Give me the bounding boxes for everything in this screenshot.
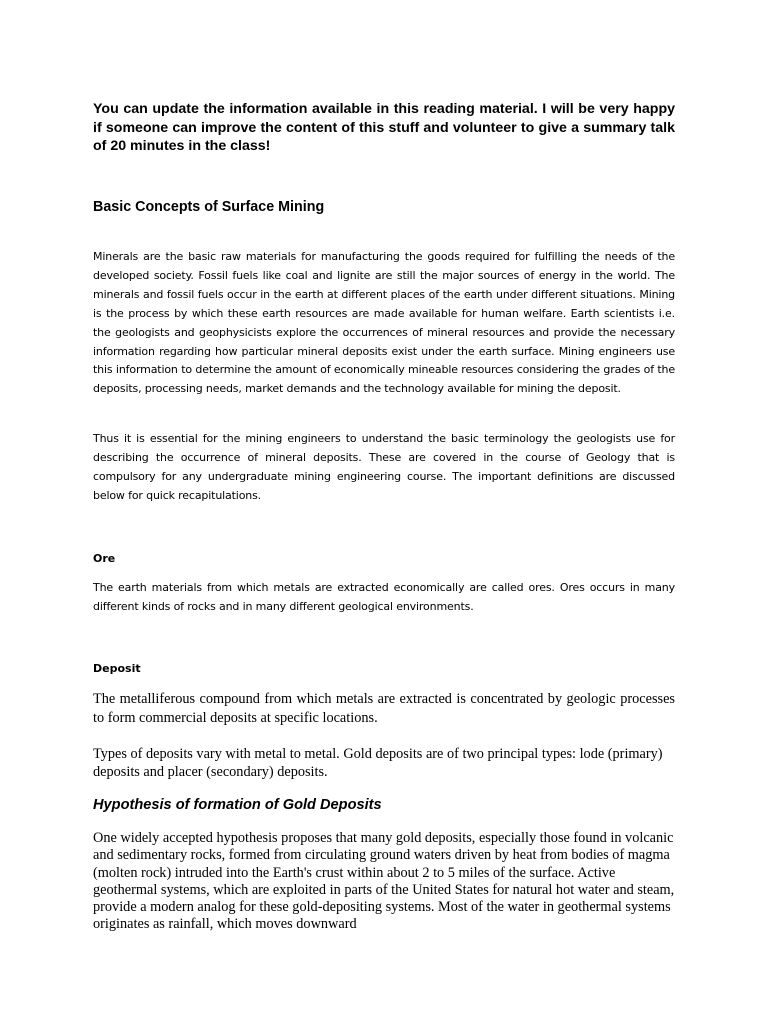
deposit-text-1: The metalliferous compound from which metals are extracted is concentrated by geologic processes to form commercial deposits at specific locations. <box>93 691 675 726</box>
ore-heading: Ore <box>93 552 116 565</box>
paragraph-minerals: Minerals are the basic raw materials for manufacturing the goods required for fulfilling the needs of the developed society. Fossil fuels like coal and lignite are still the major sources of energy in the world. The minerals and fossil fuels occur in the earth at different places of the earth under different situations. Mining is the process by which these earth resources are made available for human welfare. Earth scientists i.e. the geologists and geophysicists explore the occurrences of mineral resources and provide the necessary information regarding how particular mineral deposits exist under the earth surface. Mining engineers use this information to determine the amount of economically mineable resources considering the grades of the deposits, processing needs, market demands and the technology available for mining the deposit. <box>93 250 675 396</box>
intro-note: You can update the information available in this reading material. I will be very happy if someone can improve the content of this stuff and volunteer to give a summary talk of 20 minutes in the class! <box>93 101 675 154</box>
hypothesis-heading: Hypothesis of formation of Gold Deposits <box>93 797 382 813</box>
ore-text: The earth materials from which metals are extracted economically are called ores. Ores occurs in many different kinds of rocks and in many different geological environments. <box>93 581 675 613</box>
deposit-heading: Deposit <box>93 662 141 675</box>
hypothesis-text: One widely accepted hypothesis proposes that many gold deposits, especially those found in volcanic and sedimentary rocks, formed from circulating ground waters driven by heat from bodies of magma (molten rock) intruded into the Earth's crust within about 2 to 5 miles of the surface. Active geothermal systems, which are exploited in parts of the United States for natural hot water and steam, provide a modern analog for these gold-depositing systems. Most of the water in geothermal systems originates as rainfall, which moves downward <box>93 830 675 933</box>
section-title: Basic Concepts of Surface Mining <box>93 199 325 215</box>
deposit-text-2: Types of deposits vary with metal to metal. Gold deposits are of two principal types: lode (primary) deposits and placer (secondary) deposits. <box>93 746 663 780</box>
paragraph-terminology: Thus it is essential for the mining engineers to understand the basic terminology the geologists use for describing the occurrence of mineral deposits. These are covered in the course of Geology that is compulsory for any undergraduate mining engineering course. The important definitions are discussed below for quick recapitulations. <box>93 432 675 502</box>
